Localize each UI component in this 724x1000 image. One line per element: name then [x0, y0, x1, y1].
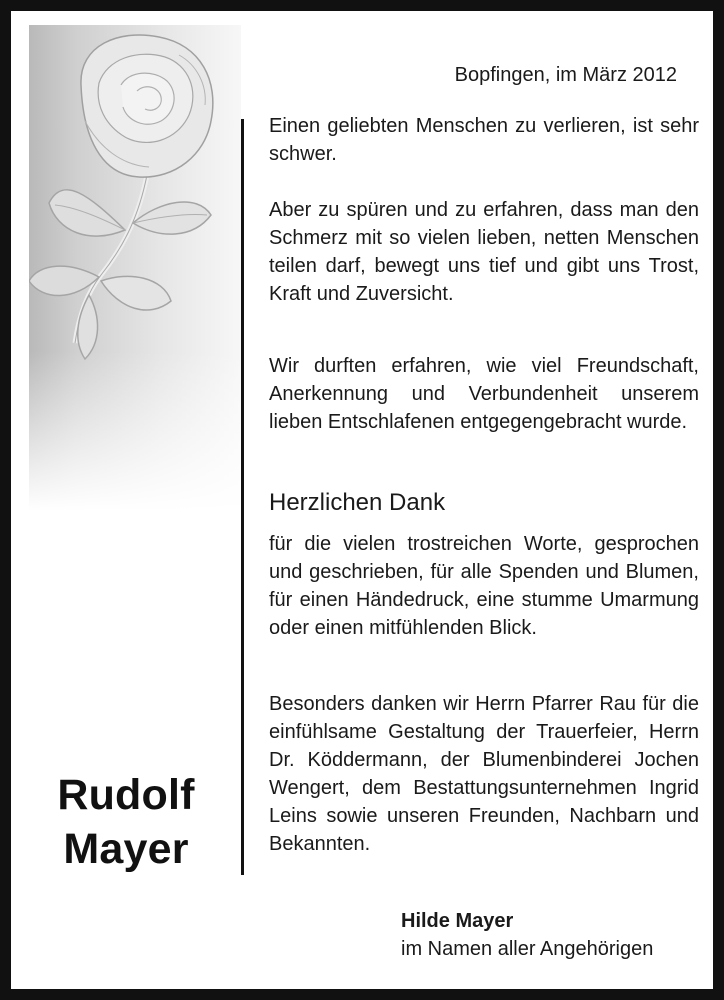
- paragraph-2: Aber zu spüren und zu erfahren, dass man den Schmerz mit so vielen lieben, netten Menschen teilen darf, bewegt uns tief und gibt uns Trost, Kraft und Zuversicht.: [269, 199, 699, 305]
- rose-panel-fade: [29, 351, 241, 511]
- signature-block: [401, 907, 653, 963]
- vertical-divider: [241, 119, 244, 875]
- paragraph-3: Wir durften erfahren, wie viel Freundschaft, Anerkennung und Verbundenheit unserem lieben Entschlafenen entgegengebracht wurde.: [269, 355, 699, 433]
- signature-name: Hilde Mayer: [401, 910, 514, 932]
- place-date: Bopfingen, im März 2012: [454, 64, 677, 86]
- rose-image-panel: [29, 25, 241, 511]
- deceased-first-name: Rudolf: [57, 771, 195, 819]
- thanks-paragraph-1: für die vielen trostreichen Worte, gesprochen und geschrieben, für alle Spenden und Blumen, für einen Händedruck, eine stumme Umarmung oder einen mitfühlenden Blick.: [269, 533, 699, 639]
- thanks-heading: Herzlichen Dank: [269, 489, 446, 516]
- deceased-last-name: Mayer: [63, 825, 189, 873]
- paragraph-1: Einen geliebten Menschen zu verlieren, ist sehr schwer.: [269, 115, 699, 165]
- signature-subtitle: im Namen aller Angehörigen: [401, 938, 654, 960]
- thanks-paragraph-2: Besonders danken wir Herrn Pfarrer Rau für die einfühlsame Gestaltung der Trauerfeier, Herrn Dr. Köddermann, der Blumenbinderei Jochen Wengert, dem Bestattungsunternehmen Ingrid Leins sowie unseren Freunden, Nachbarn und Bekannten.: [269, 693, 699, 855]
